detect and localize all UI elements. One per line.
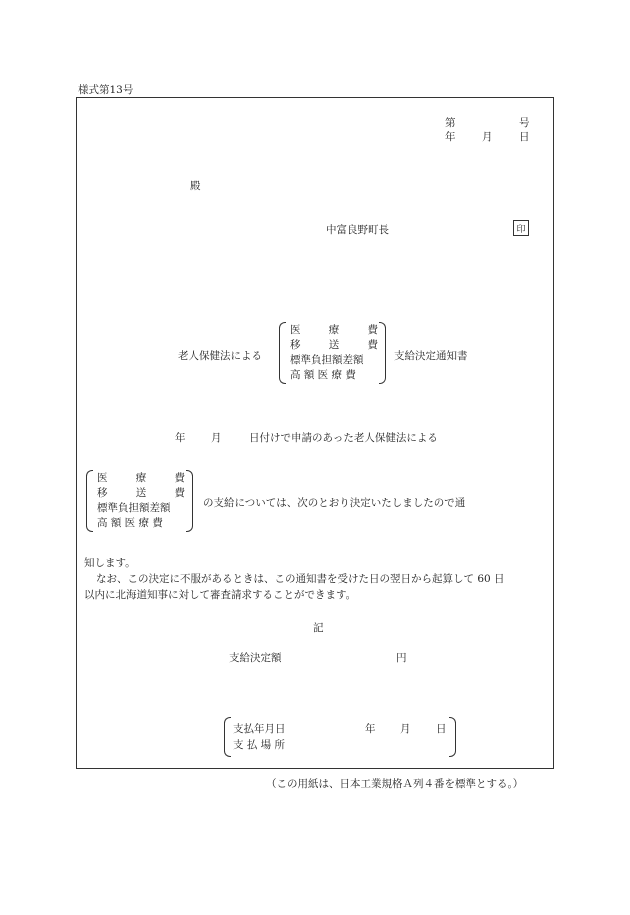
title-brace-left bbox=[279, 322, 286, 384]
amount-unit: 円 bbox=[396, 652, 407, 664]
items-brace-left bbox=[86, 470, 93, 532]
title-prefix: 老人保健法による bbox=[178, 350, 262, 362]
number-suffix: 号 bbox=[519, 117, 530, 129]
body-line-3: 以内に北海道知事に対して審査請求することができます。 bbox=[84, 589, 357, 601]
title-suffix: 支給決定通知書 bbox=[394, 350, 468, 362]
items-item: 移 送 費 bbox=[97, 487, 185, 499]
header-year: 年 bbox=[445, 131, 456, 143]
footnote: （この用紙は、日本工業規格Ａ列４番を標準とする。） bbox=[266, 778, 524, 790]
items-brace-right bbox=[186, 470, 193, 532]
items-item: 標準負担額差額 bbox=[97, 502, 171, 514]
amount-label: 支給決定額 bbox=[229, 652, 282, 664]
application-text: 日付けで申請のあった老人保健法による bbox=[249, 432, 438, 444]
payment-brace-left bbox=[224, 717, 231, 757]
payment-place-label: 支 払 場 所 bbox=[233, 739, 286, 751]
body-line-2: なお、この決定に不服があるときは、この通知書を受けた日の翌日から起算して 60 日 bbox=[96, 573, 505, 585]
issuer-name: 中富良野町長 bbox=[326, 224, 389, 236]
payment-day: 日 bbox=[436, 723, 447, 735]
items-item: 医 療 費 bbox=[97, 472, 185, 484]
seal-mark: 印 bbox=[513, 220, 529, 236]
record-label: 記 bbox=[313, 622, 324, 634]
title-item: 高 額 医 療 費 bbox=[290, 369, 356, 381]
items-item: 高 額 医 療 費 bbox=[97, 517, 163, 529]
title-brace-right bbox=[379, 322, 386, 384]
header-day: 日 bbox=[519, 131, 530, 143]
title-items bbox=[290, 322, 378, 382]
payment-brace-right bbox=[449, 717, 456, 757]
body-line-1: 知します。 bbox=[84, 557, 136, 569]
title-item: 標準負担額差額 bbox=[290, 354, 364, 366]
title-item: 医 療 費 bbox=[290, 324, 378, 336]
application-year: 年 bbox=[175, 432, 186, 444]
form-number: 様式第13号 bbox=[78, 84, 134, 96]
items-list bbox=[97, 470, 185, 530]
addressee-honorific: 殿 bbox=[190, 180, 201, 192]
payment-month: 月 bbox=[400, 723, 411, 735]
application-month: 月 bbox=[211, 432, 222, 444]
title-item: 移 送 費 bbox=[290, 339, 378, 351]
payment-year: 年 bbox=[365, 723, 376, 735]
items-trailing-text: の支給については、次のとおり決定いたしましたので通 bbox=[203, 497, 466, 509]
payment-date-label: 支払年月日 bbox=[233, 723, 286, 735]
header-month: 月 bbox=[482, 131, 493, 143]
number-prefix: 第 bbox=[445, 117, 456, 129]
